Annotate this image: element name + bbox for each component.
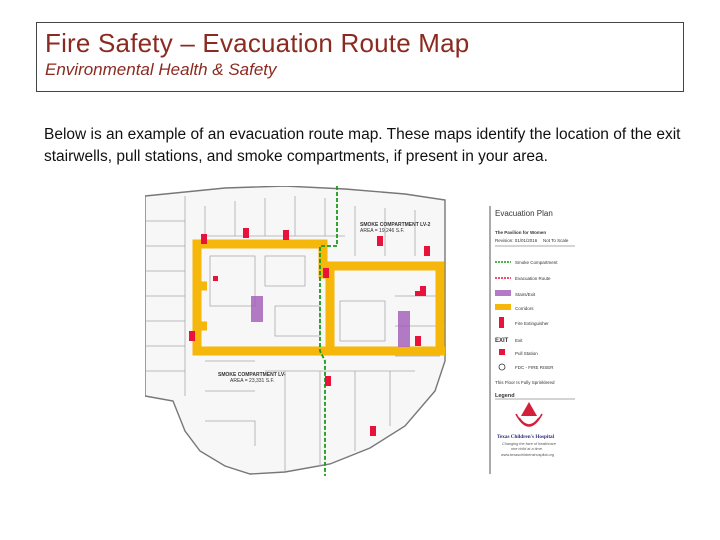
legend-item-extinguisher: Fire Extinguisher: [515, 321, 549, 326]
legend-heading: Evacuation Plan: [495, 209, 553, 218]
stairwell-west: [251, 296, 263, 322]
legend-label: Legend: [495, 393, 515, 399]
hospital-tagline-2: one child at a time.: [511, 447, 543, 451]
title-box: [36, 22, 684, 92]
hospital-name: Texas Children's Hospital: [497, 434, 555, 440]
legend-item-pull: Pull Station: [515, 351, 538, 356]
legend-building: The Pavilion for Women: [495, 230, 547, 235]
legend-exit-symbol: EXIT: [495, 338, 509, 344]
compartment-bottom-area: AREA = 23,331 S.F.: [230, 378, 275, 384]
compartment-bottom-label: SMOKE COMPARTMENT LV-: [218, 372, 286, 378]
page-subtitle: Environmental Health & Safety: [45, 60, 277, 79]
legend-item-corridors: Corridors: [515, 306, 534, 311]
legend-item-stairs: Stairs/Exit: [515, 292, 536, 297]
legend-revision: Revision: 01/01/2016: [495, 238, 538, 243]
compartment-top-area: AREA = 19,246 S.F.: [360, 228, 405, 234]
legend-panel: [490, 206, 575, 474]
floor-plan-drawing: [145, 186, 580, 476]
page-title: Fire Safety – Evacuation Route Map: [45, 28, 470, 58]
intro-paragraph: Below is an example of an evacuation route map. These maps identify the location of the exit stairwells, pull stations, and smoke compartments, if present in your area.: [44, 126, 681, 165]
legend-item-route: Evacuation Route: [515, 276, 551, 281]
hospital-tagline: Changing the face of healthcare: [502, 442, 556, 446]
compartment-top-label: SMOKE COMPARTMENT LV-2: [360, 222, 431, 228]
legend-item-fdc: FDC - FIRE RISER: [515, 365, 554, 370]
legend-scale: Not To Scale: [543, 238, 569, 243]
legend-item-smoke: Smoke Compartment: [515, 260, 558, 265]
stairwell-east: [398, 311, 410, 347]
evacuation-map: [145, 186, 580, 476]
legend-sprinkler-note: This Floor Is Fully Sprinklered: [495, 380, 555, 385]
legend-item-exit: Exit: [515, 338, 523, 343]
hospital-url: www.texaschildrenshospital.org: [501, 453, 554, 457]
hospital-logo: [516, 402, 542, 426]
